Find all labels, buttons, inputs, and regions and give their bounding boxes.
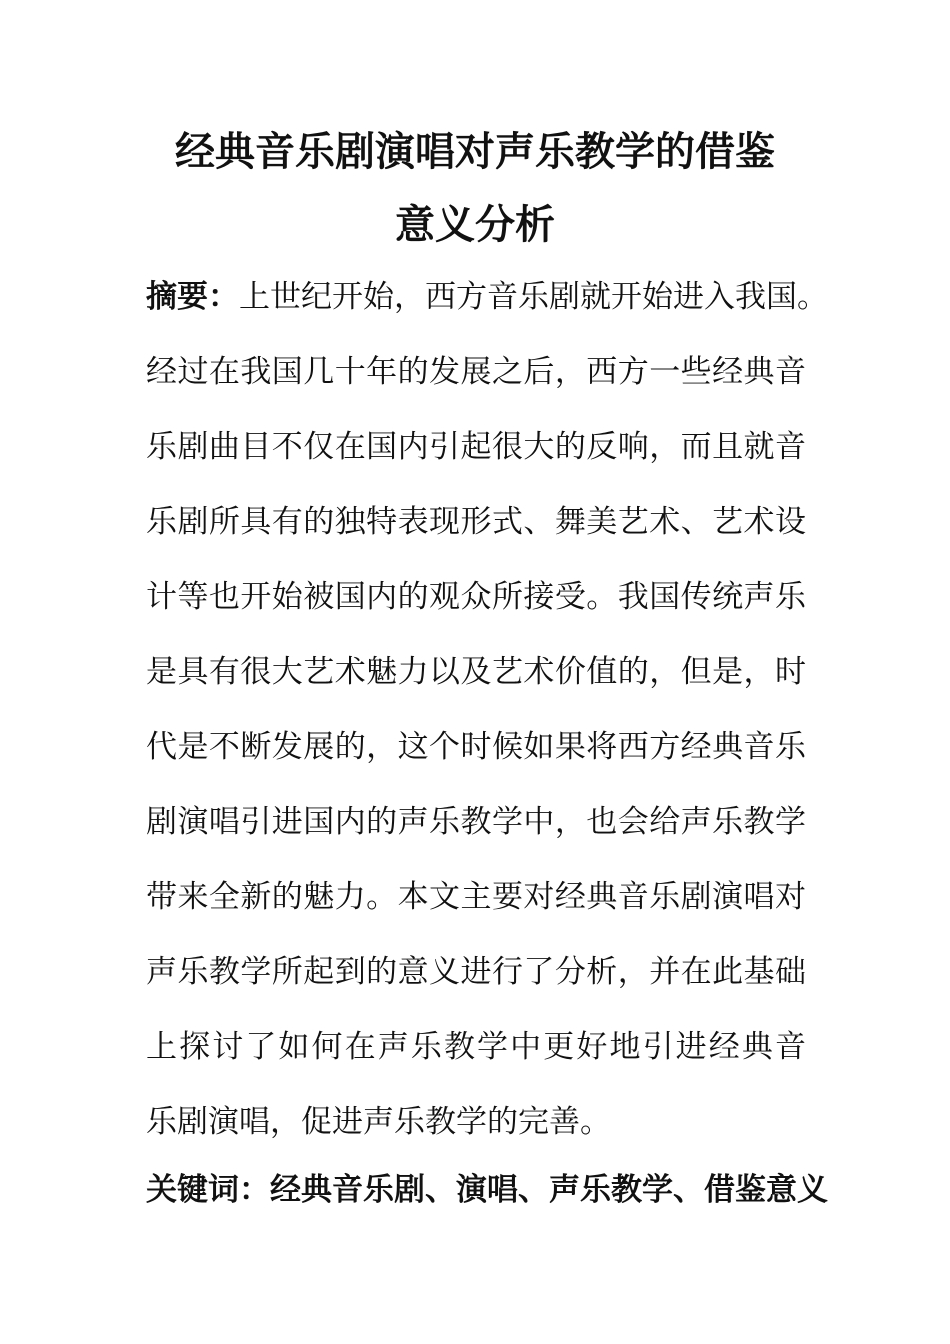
abstract-line: 乐剧所具有的独特表现形式、舞美艺术、艺术设 bbox=[146, 504, 806, 540]
title-line-1: 经典音乐剧演唱对声乐教学的借鉴 bbox=[175, 128, 775, 175]
abstract-label: 摘要： bbox=[146, 279, 239, 315]
abstract-line: 计等也开始被国内的观众所接受。我国传统声乐 bbox=[146, 579, 806, 615]
keywords-label: 关键词： bbox=[146, 1172, 270, 1208]
abstract-line: 乐剧演唱，促进声乐教学的完善。 bbox=[146, 1104, 611, 1140]
abstract-line: 剧演唱引进国内的声乐教学中，也会给声乐教学 bbox=[146, 804, 806, 840]
abstract-line: 声乐教学所起到的意义进行了分析，并在此基础 bbox=[146, 954, 806, 990]
title-line-2: 意义分析 bbox=[395, 201, 555, 248]
abstract-line: 带来全新的魅力。本文主要对经典音乐剧演唱对 bbox=[146, 879, 806, 915]
abstract-text: 上世纪开始，西方音乐剧就开始进入我国。 bbox=[239, 279, 828, 315]
abstract-line: 代是不断发展的，这个时候如果将西方经典音乐 bbox=[146, 729, 806, 765]
keywords-line bbox=[146, 1170, 828, 1210]
abstract-line: 经过在我国几十年的发展之后，西方一些经典音 bbox=[146, 354, 806, 390]
abstract-line: 乐剧曲目不仅在国内引起很大的反响，而且就音 bbox=[146, 429, 806, 465]
abstract-line: 上探讨了如何在声乐教学中更好地引进经典音 bbox=[146, 1029, 806, 1065]
keywords-text: 经典音乐剧、演唱、声乐教学、借鉴意义 bbox=[270, 1172, 828, 1208]
abstract-line: 是具有很大艺术魅力以及艺术价值的，但是，时 bbox=[146, 654, 806, 690]
abstract-line bbox=[146, 277, 828, 317]
